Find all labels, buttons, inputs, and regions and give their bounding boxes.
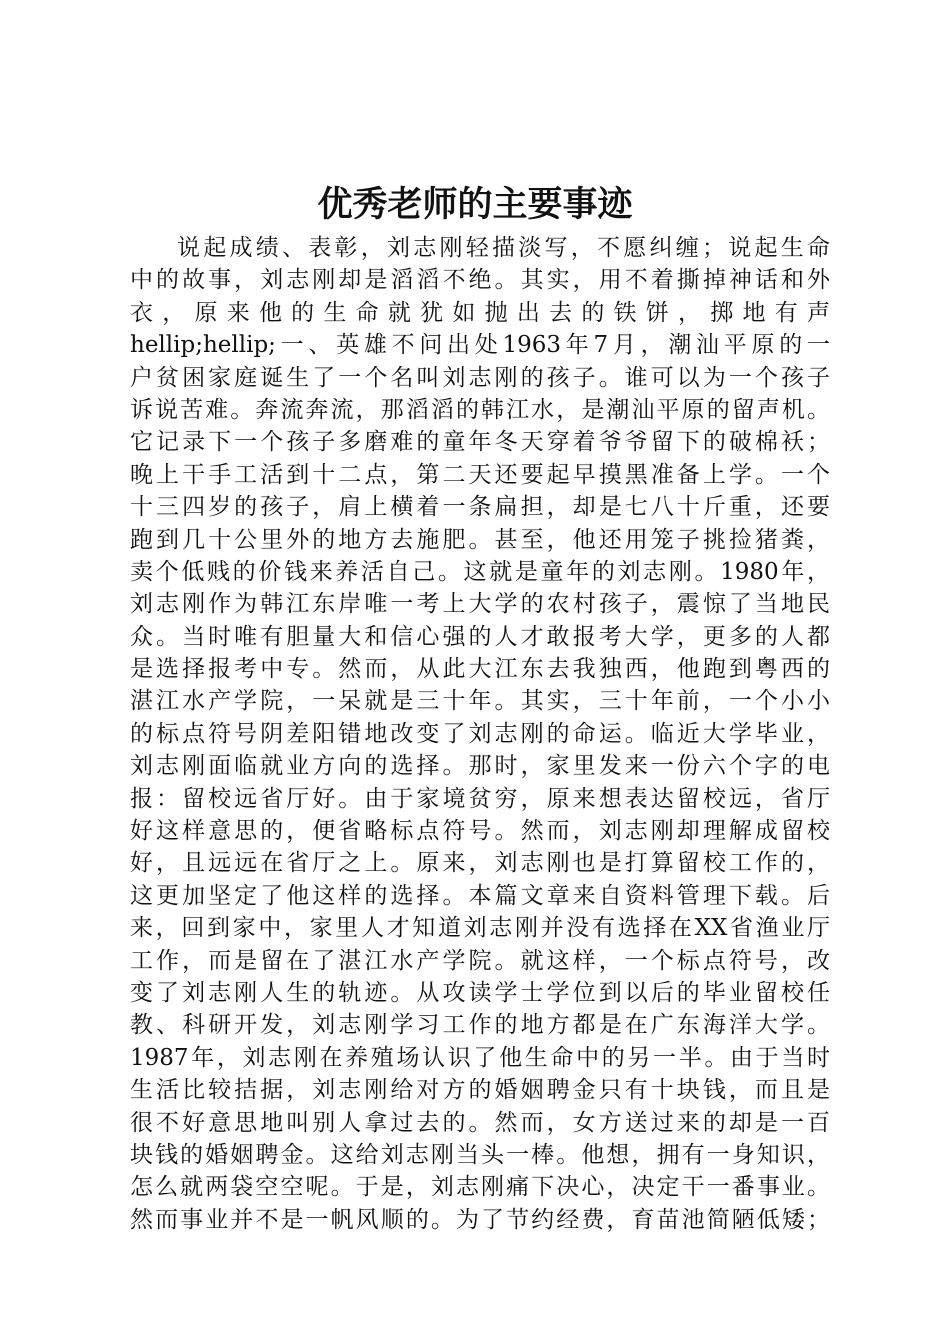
document-body (130, 232, 830, 1236)
body-line: 它记录下一个孩子多磨难的童年冬天穿着爷爷留下的破棉袄； (130, 429, 830, 456)
body-line: 来，回到家中，家里人才知道刘志刚并没有选择在XX省渔业厅 (130, 915, 830, 942)
body-line: 变了刘志刚人生的轨迹。从攻读学士学位到以后的毕业留校任 (130, 979, 830, 1006)
body-line: 衣 ， 原 来 他 的 生 命 就 犹 如 抛 出 去 的 铁 饼 ， 掷 地 有 声 (130, 299, 830, 326)
body-line: 说起成绩、表彰，刘志刚轻描淡写，不愿纠缠；说起生命 (177, 235, 830, 261)
body-line: 1987年，刘志刚在养殖场认识了他生命中的另一半。由于当时 (130, 1044, 830, 1071)
body-line: 晚上干手工活到十二点，第二天还要起早摸黑准备上学。一个 (130, 461, 830, 488)
body-line: 众。当时唯有胆量大和信心强的人才敢报考大学，更多的人都 (130, 623, 830, 650)
body-line: 诉说苦难。奔流奔流，那滔滔的韩江水，是潮汕平原的留声机。 (130, 396, 830, 423)
body-line: 刘志刚面临就业方向的选择。那时，家里发来一份六个字的电 (130, 753, 830, 780)
document-title: 优秀老师的主要事迹 (317, 184, 633, 225)
body-line: 报：留校远省厅好。由于家境贫穷，原来想表达留校远，省厅 (130, 785, 830, 812)
body-line: 教、科研开发，刘志刚学习工作的地方都是在广东海洋大学。 (130, 1012, 830, 1039)
body-line: 刘志刚作为韩江东岸唯一考上大学的农村孩子，震惊了当地民 (130, 591, 830, 618)
body-line: 跑到几十公里外的地方去施肥。甚至，他还用笼子挑捡猪粪， (130, 526, 830, 553)
body-line: 块钱的婚姻聘金。这给刘志刚当头一棒。他想，拥有一身知识， (130, 1141, 830, 1168)
body-line: 十三四岁的孩子，肩上横着一条扁担，却是七八十斤重，还要 (130, 494, 830, 521)
body-line: 怎么就两袋空空呢。于是，刘志刚痛下决心，决定干一番事业。 (130, 1174, 830, 1201)
body-line: 湛江水产学院，一呆就是三十年。其实，三十年前，一个小小 (130, 688, 830, 715)
body-line: 好这样意思的，便省略标点符号。然而，刘志刚却理解成留校 (130, 818, 830, 845)
body-line: 是选择报考中专。然而，从此大江东去我独西，他跑到粤西的 (130, 656, 830, 683)
body-line: 的标点符号阴差阳错地改变了刘志刚的命运。临近大学毕业， (130, 720, 830, 747)
body-line: 中的故事，刘志刚却是滔滔不绝。其实，用不着撕掉神话和外 (130, 267, 830, 294)
body-line: 卖个低贱的价钱来养活自己。这就是童年的刘志刚。1980年， (130, 558, 830, 585)
body-line: 生活比较拮据，刘志刚给对方的婚姻聘金只有十块钱，而且是 (130, 1077, 830, 1104)
body-line: 户贫困家庭诞生了一个名叫刘志刚的孩子。谁可以为一个孩子 (130, 364, 830, 391)
body-line: 很不好意思地叫别人拿过去的。然而，女方送过来的却是一百 (130, 1109, 830, 1136)
body-line: 然而事业并不是一帆风顺的。为了节约经费，育苗池简陋低矮； (130, 1206, 830, 1233)
body-line: 这更加坚定了他这样的选择。本篇文章来自资料管理下载。后 (130, 882, 830, 909)
body-line: hellip;hellip;一、英雄不问出处1963年7月，潮汕平原的一 (130, 332, 830, 359)
body-line: 好，且远远在省厅之上。原来，刘志刚也是打算留校工作的， (130, 850, 830, 877)
body-line: 工作，而是留在了湛江水产学院。就这样，一个标点符号，改 (130, 947, 830, 974)
